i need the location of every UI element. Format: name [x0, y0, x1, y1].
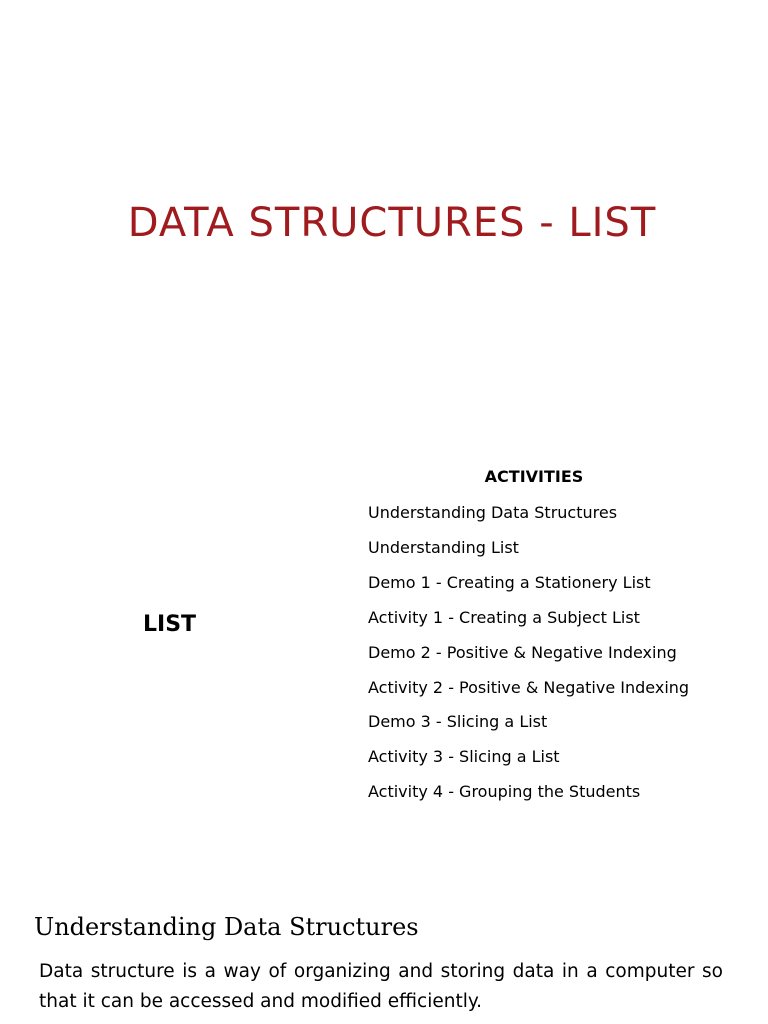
activity-item: Demo 2 - Positive & Negative Indexing [368, 642, 677, 662]
activity-item: Activity 3 - Slicing a List [368, 747, 560, 767]
activity-item: Activity 2 - Positive & Negative Indexing [368, 677, 690, 697]
activity-item: Understanding List [368, 537, 519, 557]
activities-heading: ACTIVITIES [484, 467, 584, 486]
activity-item: Understanding Data Structures [368, 503, 618, 522]
activity-item: Activity 1 - Creating a Subject List [368, 607, 640, 627]
page-title: DATA STRUCTURES - LIST [127, 200, 657, 246]
activity-item: Demo 1 - Creating a Stationery List [368, 572, 651, 592]
section-heading: Understanding Data Structures [34, 913, 419, 941]
topic-label: LIST [143, 612, 197, 637]
activity-item: Demo 3 - Slicing a List [368, 712, 548, 732]
activity-item: Activity 4 - Grouping the Students [368, 782, 641, 802]
activities-list [368, 496, 689, 810]
section-body: Data structure is a way of organizing and storing data in a computer so that it can be accessed and modified efficiently. [39, 961, 723, 1012]
